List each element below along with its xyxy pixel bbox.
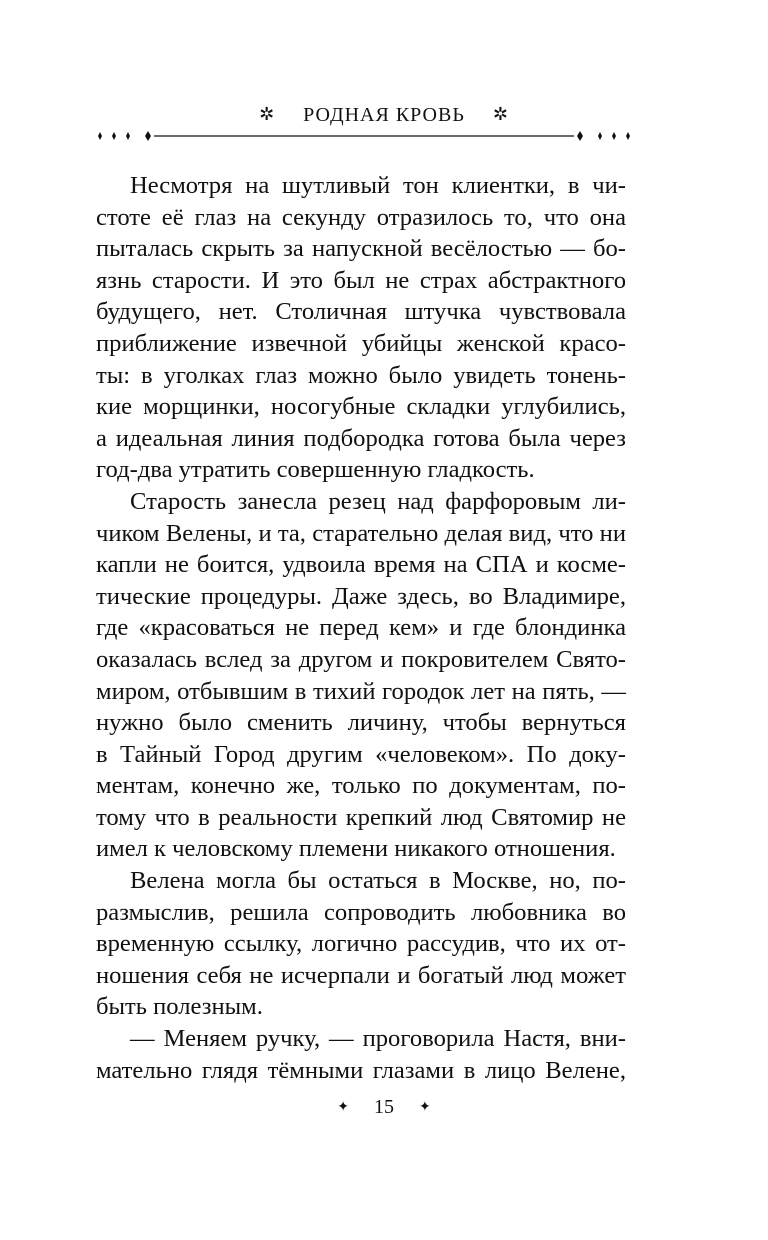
text-line: Старость занесла резец над фарфоровым ли- xyxy=(130,487,626,515)
footer-ornament-right-icon: ✦ xyxy=(419,1100,431,1115)
paragraph-3 xyxy=(96,865,626,1023)
footer-ornament-left-icon: ✦ xyxy=(337,1100,349,1115)
text-line: язнь старости. И это был не страх абстрактного xyxy=(96,266,626,294)
text-line: пыталась скрыть за напускной весёлостью — бо- xyxy=(96,235,626,263)
text-line: стоте её глаз на секунду отразилось то, что она xyxy=(96,203,626,231)
text-line: капли не боится, удвоила время на СПА и космe- xyxy=(96,551,626,579)
text-line: мательно глядя тёмными глазами в лицо Велене, xyxy=(96,1056,626,1084)
header-ornament-right-icon: ✲ xyxy=(492,104,509,124)
text-line: ношения себя не исчерпали и богатый люд может xyxy=(96,961,626,989)
book-title: РОДНАЯ КРОВЬ xyxy=(303,104,465,126)
text-line: тому что в реальности крепкий люд Святомир не xyxy=(96,803,626,831)
text-line: Несмотря на шутливый тон клиентки, в чи- xyxy=(130,172,626,199)
text-line: будущего, нет. Столичная штучка чувствовала xyxy=(96,298,626,326)
paragraph-1 xyxy=(96,170,626,486)
text-line: в Тайный Город другим «человеком». По доку- xyxy=(96,740,626,768)
page-footer xyxy=(0,1096,768,1119)
text-line: — Меняем ручку, — проговорила Настя, вни- xyxy=(130,1025,626,1053)
text-line: тические процедуры. Даже здесь, во Владимире, xyxy=(96,582,626,610)
text-line: имел к человскому племени никакого отношения. xyxy=(96,835,616,863)
body-text xyxy=(96,170,626,1086)
text-line: а идеальная линия подбородка готова была через xyxy=(96,424,626,452)
page-number: 15 xyxy=(374,1096,394,1118)
text-line: быть полезным. xyxy=(96,993,263,1021)
header-ornament-left-icon: ✲ xyxy=(259,104,276,124)
text-line: кие морщинки, носогубные складки углубились, xyxy=(96,393,626,421)
paragraph-4 xyxy=(96,1023,626,1086)
text-line: временную ссылку, логично рассудив, что их от- xyxy=(96,930,626,958)
text-line: где «красоваться не перед кем» и где блондинка xyxy=(96,614,626,642)
text-line: ты: в уголках глаз можно было увидеть тонень- xyxy=(96,361,626,389)
text-line: размыслив, решила сопроводить любовника во xyxy=(96,898,626,926)
text-line: ментам, конечно же, только по документам, по- xyxy=(96,772,626,800)
text-line: оказалась вслед за другом и покровителем Свято- xyxy=(96,645,626,673)
text-line: миром, отбывшим в тихий городок лет на пять, — xyxy=(96,677,626,705)
divider-ornament-icon xyxy=(96,130,632,142)
header-divider xyxy=(96,130,632,142)
text-line: чиком Велены, и та, старательно делая вид, что ни xyxy=(96,519,626,547)
text-line: нужно было сменить личину, чтобы вернуться xyxy=(96,709,626,737)
paragraph-2 xyxy=(96,486,626,865)
text-line: приближение извечной убийцы женской красо- xyxy=(96,329,626,357)
text-line: год-два утратить совершенную гладкость. xyxy=(96,456,535,484)
text-line: Велена могла бы остаться в Москве, но, по- xyxy=(130,867,626,895)
